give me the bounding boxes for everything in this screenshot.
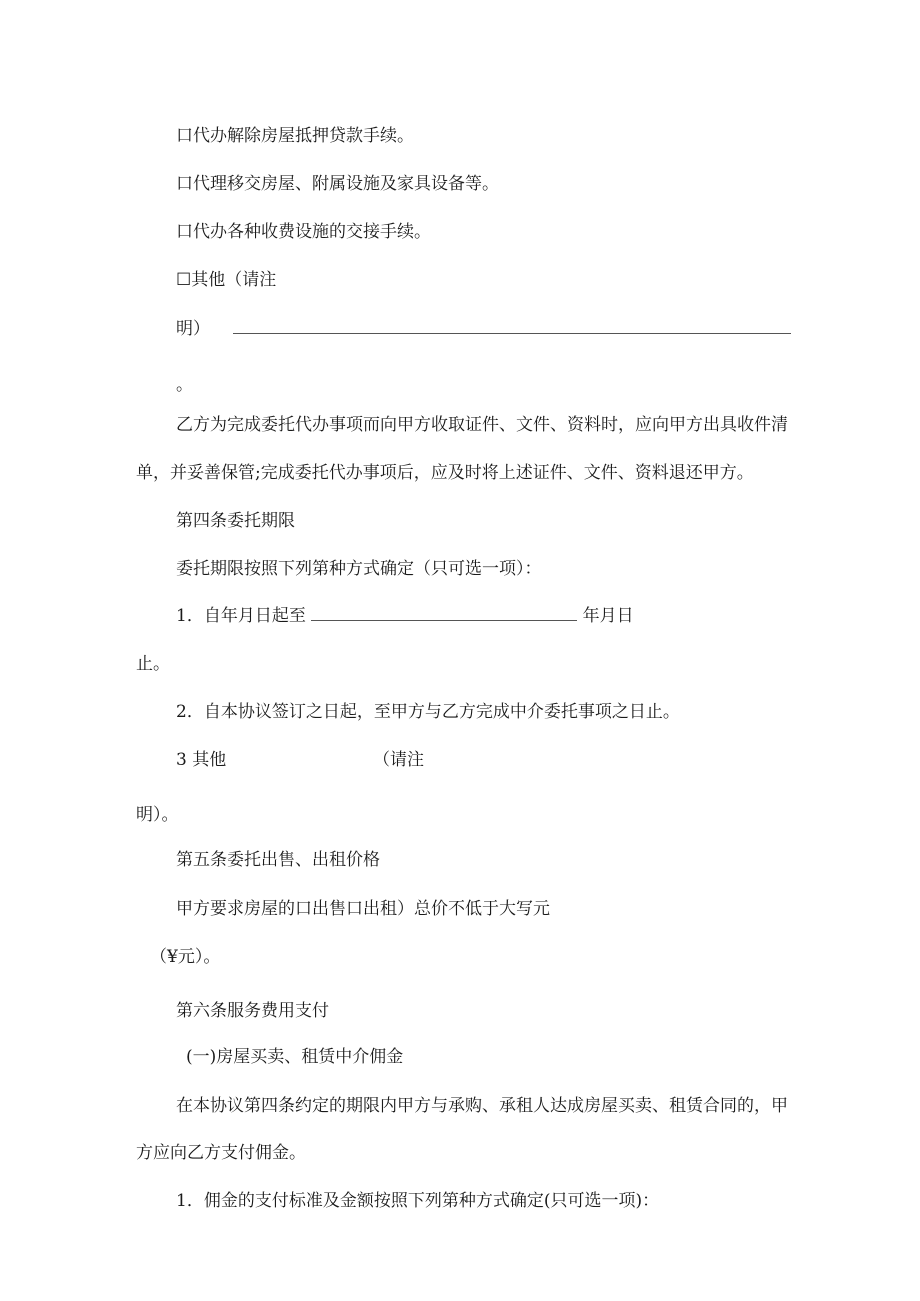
article-four-heading: 第四条委托期限 — [176, 511, 295, 531]
paragraph-document-receipt-1: 乙方为完成委托代办事项而向甲方收取证件、文件、资料时，应向甲方出具收件清 — [176, 415, 788, 435]
term-option-1-end: 年月日 — [582, 606, 634, 626]
paragraph-document-receipt-2: 单，并妥善保管;完成委托代办事项后，应及时将上述证件、文件、资料退还甲方。 — [136, 463, 754, 483]
article-six-heading: 第六条服务费用支付 — [176, 1001, 329, 1021]
term-option-1-line — [176, 605, 634, 627]
clause-utility-handover: 口代办各种收费设施的交接手续。 — [176, 222, 431, 242]
article-five-heading: 第五条委托出售、出租价格 — [176, 850, 380, 870]
term-option-2: 2．自本协议签订之日起，至甲方与乙方完成中介委托事项之日止。 — [176, 702, 680, 722]
clause-other-label: ☐其他（请注 — [176, 270, 277, 290]
clause-release-mortgage: 口代办解除房屋抵押贷款手续。 — [176, 126, 414, 146]
term-option-3-explain: 明）。 — [136, 805, 179, 825]
term-option-1-stop: 止。 — [136, 654, 170, 674]
term-option-3-label: 3 其他 — [176, 750, 227, 770]
commission-standard: 1．佣金的支付标准及金额按照下列第种方式确定(只可选一项)： — [176, 1191, 660, 1211]
price-yuan: （¥元）。 — [150, 947, 221, 967]
clause-handover-property: 口代理移交房屋、附属设施及家具设备等。 — [176, 174, 499, 194]
clause-other-explain-line — [176, 318, 791, 340]
fill-in-blank[interactable] — [311, 606, 577, 621]
fill-in-blank[interactable] — [233, 319, 791, 334]
term-option-3-note: （请注 — [373, 750, 425, 770]
price-requirement: 甲方要求房屋的口出售口出租）总价不低于大写元 — [176, 899, 550, 919]
term-option-1-start: 1．自年月日起至 — [176, 606, 306, 626]
term-option-3-line — [176, 749, 424, 771]
clause-other-explain-label: 明） — [176, 319, 210, 339]
commission-paragraph-2: 方应向乙方支付佣金。 — [136, 1143, 306, 1163]
period-mark: 。 — [176, 375, 193, 395]
commission-paragraph-1: 在本协议第四条约定的期限内甲方与承购、承租人达成房屋买卖、租赁合同的，甲 — [176, 1096, 788, 1116]
commission-subheading: (一)房屋买卖、租赁中介佣金 — [186, 1047, 404, 1067]
term-method-intro: 委托期限按照下列第种方式确定（只可选一项）： — [176, 559, 542, 579]
